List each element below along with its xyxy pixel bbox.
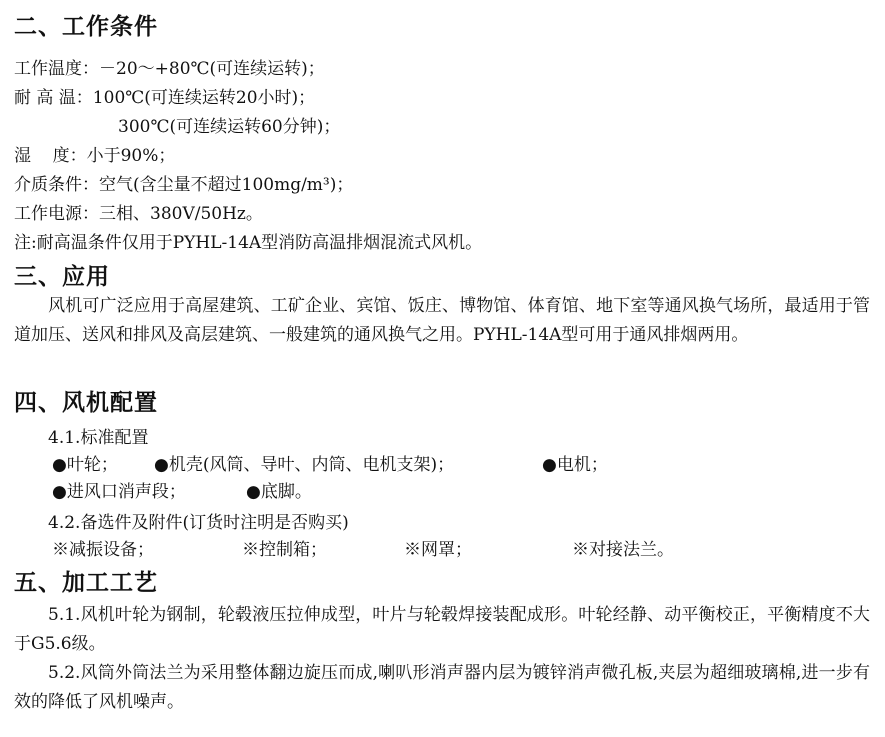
standard-item-inlet-silencer: ●进风口消声段； [52,482,186,502]
spec-note: 注:耐高温条件仅用于PYHL-14A型消防高温排烟混流式风机。 [14,233,483,253]
optional-item-damper: ※减振设备； [52,540,154,560]
optional-item-mesh-guard: ※网罩； [404,540,472,560]
subheading-standard-configuration: 4.1.标准配置 [48,428,149,448]
section-heading-application: 三、应用 [14,264,110,290]
standard-item-motor: ●电机； [542,455,608,475]
subheading-optional-accessories: 4.2.备选件及附件(订货时注明是否购买) [48,513,349,533]
application-text: 风机可广泛应用于高屋建筑、工矿企业、宾馆、饭庄、博物馆、体育馆、地下室等通风换气场所，最适用于管道加压、送风和排风及高层建筑、一般建筑的通风换气之用。PYHL-14A型可用于通风排烟两用。 [14,296,870,345]
standard-item-casing: ●机壳(风筒、导叶、内筒、电机支架)； [154,455,455,475]
spec-line-humidity: 湿 度：小于90%； [14,146,176,166]
standard-item-impeller: ●叶轮； [52,455,118,475]
spec-line-heat-resistance-300: 300℃(可连续运转60分钟)； [118,117,341,137]
optional-item-flange: ※对接法兰。 [572,540,674,560]
standard-item-base: ●底脚。 [246,482,312,502]
process-paragraph-1 [14,601,870,659]
spec-line-operating-temperature: 工作温度：－20～+80℃(可连续运转)； [14,59,325,79]
section-heading-working-conditions: 二、工作条件 [14,14,158,40]
process-text-2: 5.2.风筒外筒法兰为采用整体翻边旋压而成,喇叭形消声器内层为镀锌消声微孔板,夹层为超细玻璃棉,进一步有效的降低了风机噪声。 [14,663,870,712]
application-paragraph [14,292,870,350]
spec-line-power-supply: 工作电源：三相、380V/50Hz。 [14,204,263,224]
optional-item-control-box: ※控制箱； [242,540,327,560]
section-heading-process: 五、加工工艺 [14,570,158,596]
spec-line-heat-resistance: 耐 高 温：100℃(可连续运转20小时)； [14,88,316,108]
section-heading-fan-configuration: 四、风机配置 [14,390,158,416]
spec-line-medium-conditions: 介质条件：空气(含尘量不超过100mg/m³)； [14,175,354,195]
process-text-1: 5.1.风机叶轮为钢制，轮毂液压拉伸成型，叶片与轮毂焊接装配成形。叶轮经静、动平衡校正，平衡精度不大于G5.6级。 [14,605,870,654]
process-paragraph-2 [14,659,870,717]
